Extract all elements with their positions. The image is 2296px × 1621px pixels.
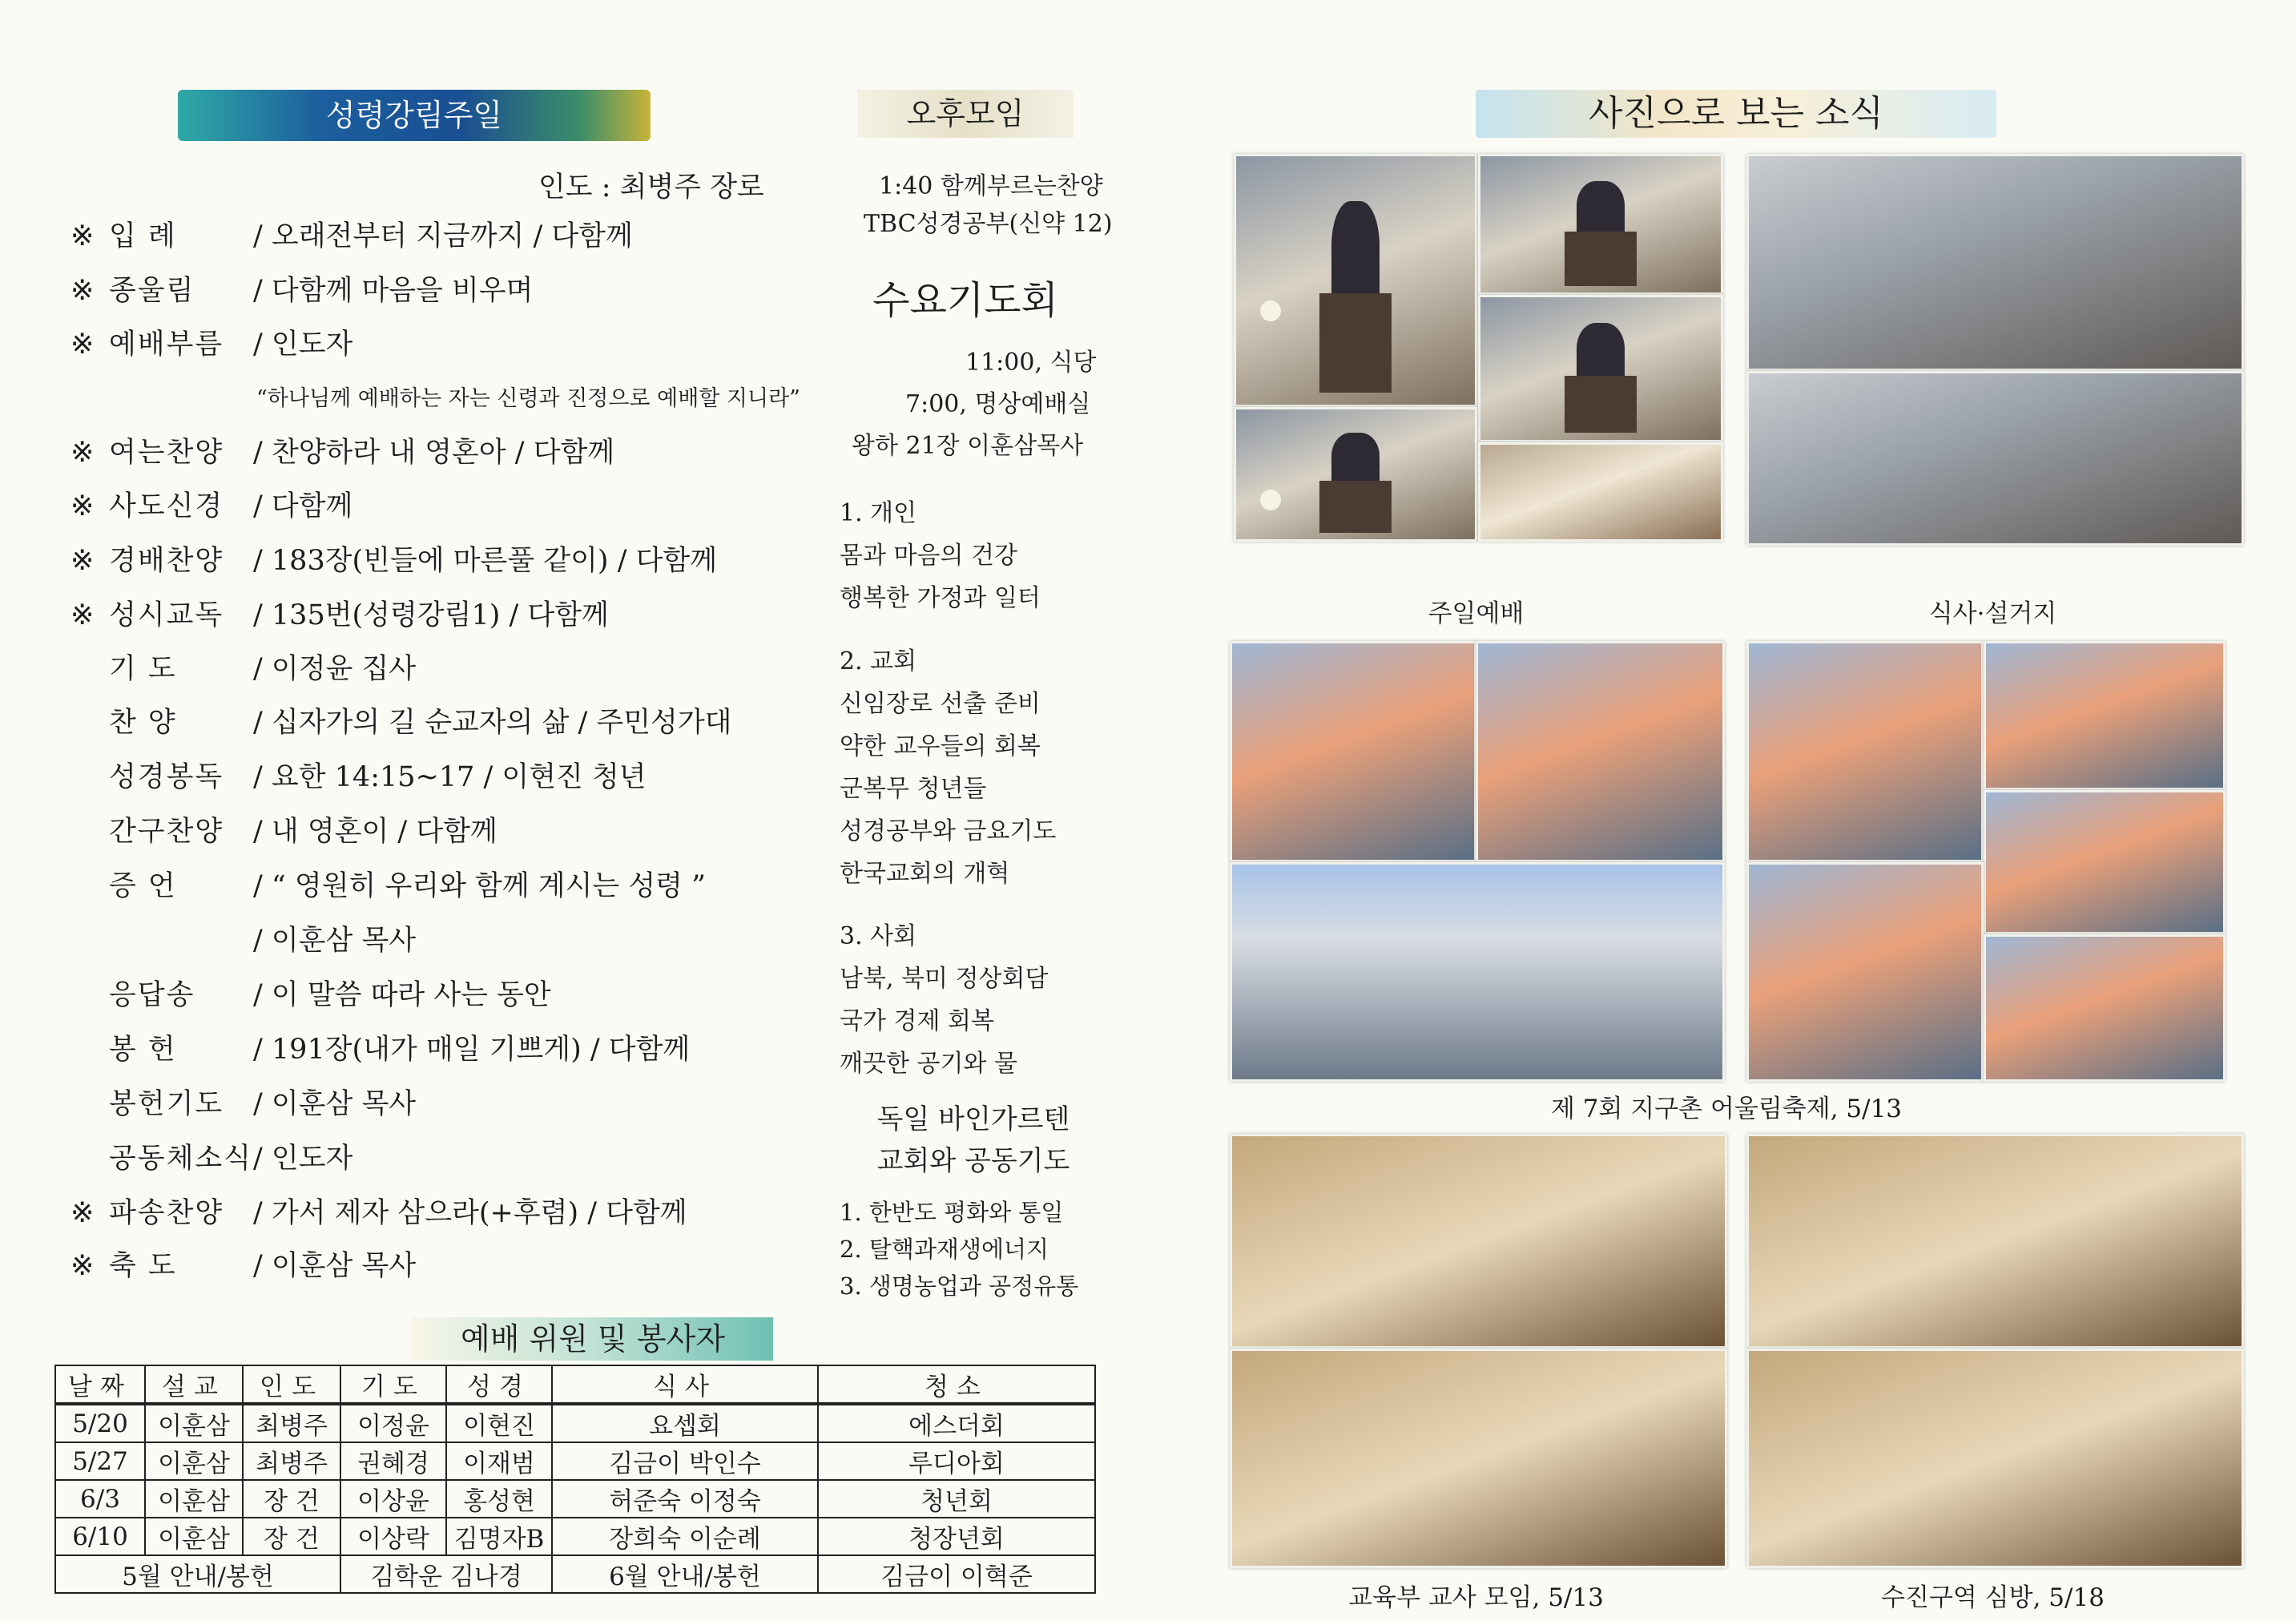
duty-cell: 이훈삼 bbox=[145, 1442, 243, 1480]
worship-order-row bbox=[70, 971, 551, 1019]
duty-footer-cell: 5월 안내/봉헌 bbox=[55, 1555, 340, 1593]
order-item-value: / 십자가의 길 순교자의 삶 / 주민성가대 bbox=[253, 707, 732, 739]
duty-cell: 5/27 bbox=[55, 1442, 145, 1480]
prayer-item: 국가 경제 회복 bbox=[840, 1007, 994, 1035]
required-mark: ※ bbox=[70, 329, 95, 361]
duty-title: 예배 위원 및 봉사자 bbox=[413, 1317, 773, 1361]
worship-order-row bbox=[70, 1242, 416, 1290]
wednesday-line: 7:00, 명상예배실 bbox=[905, 390, 1091, 418]
order-item-name: 여는찬양 bbox=[109, 437, 224, 469]
order-item-value: / 191장(내가 매일 기쁘게) / 다함께 bbox=[253, 1034, 691, 1066]
duty-cell: 최병주 bbox=[243, 1404, 340, 1442]
worship-title-banner bbox=[178, 90, 651, 141]
worship-order-row bbox=[70, 1189, 687, 1237]
duty-footer-cell: 6월 안내/봉헌 bbox=[552, 1555, 818, 1593]
order-item-name: 경배찬양 bbox=[109, 545, 224, 577]
order-item-value: / 이 말씀 따라 사는 동안 bbox=[253, 979, 551, 1011]
prayer-item: 몸과 마음의 건강 bbox=[840, 542, 1017, 570]
afternoon-title: 오후모임 bbox=[857, 90, 1073, 138]
duty-cell: 6/10 bbox=[55, 1518, 145, 1555]
worship-order-row bbox=[70, 212, 633, 260]
order-item-name: 공동체소식 bbox=[109, 1143, 253, 1175]
photo-caption: 주일예배 bbox=[1428, 599, 1525, 628]
duty-cell: 김금이 박인수 bbox=[552, 1442, 818, 1480]
required-mark: ※ bbox=[70, 1197, 95, 1229]
photo-caption: 제 7회 지구촌 어울림축제, 5/13 bbox=[1550, 1095, 1903, 1123]
order-item-name: 예배부름 bbox=[109, 329, 224, 361]
order-item-value: / 다함께 bbox=[253, 490, 353, 522]
prayer-item: 군복무 청년들 bbox=[840, 775, 987, 803]
order-item-name: 성경봉독 bbox=[109, 761, 224, 793]
photo-caption: 식사·설거지 bbox=[1928, 599, 2057, 628]
worship-order-row bbox=[70, 1135, 352, 1183]
required-mark: ※ bbox=[70, 437, 95, 469]
order-item-value: / 내 영혼이 / 다함께 bbox=[253, 816, 497, 848]
order-item-name: 봉헌기도 bbox=[109, 1088, 224, 1120]
order-item-value: / 183장(빈들에 마른풀 같이) / 다함께 bbox=[253, 545, 718, 577]
prayer-group-head: 1. 개인 bbox=[840, 499, 917, 527]
visit-photo bbox=[1746, 1134, 2244, 1349]
germany-title-1: 독일 바인가르텐 bbox=[876, 1103, 1070, 1135]
festival-photo bbox=[1476, 641, 1725, 862]
festival-photo bbox=[1230, 641, 1476, 862]
germany-title-2: 교회와 공동기도 bbox=[876, 1145, 1070, 1177]
order-item-name: 입 례 bbox=[109, 220, 177, 252]
prayer-item: 깨끗한 공기와 물 bbox=[840, 1050, 1017, 1078]
meeting-photo bbox=[1230, 1134, 1727, 1349]
duty-cell: 이훈삼 bbox=[145, 1480, 243, 1518]
duty-cell: 요셉회 bbox=[552, 1404, 818, 1442]
duty-cell: 이상락 bbox=[340, 1518, 446, 1555]
order-item-name: 사도신경 bbox=[109, 490, 224, 522]
choir-photo bbox=[1478, 442, 1723, 542]
worship-order-row bbox=[70, 591, 609, 639]
required-mark: ※ bbox=[70, 599, 95, 631]
required-mark: ※ bbox=[70, 1250, 95, 1282]
wednesday-line: 11:00, 식당 bbox=[965, 349, 1097, 377]
worship-order-row bbox=[70, 917, 416, 965]
worship-photo bbox=[1478, 295, 1723, 442]
worship-order-row bbox=[70, 808, 497, 856]
order-item-value: / 찬양하라 내 영혼아 / 다함께 bbox=[253, 437, 615, 469]
photos-title: 사진으로 보는 소식 bbox=[1476, 90, 1996, 138]
order-item-value: / 요한 14:15~17 / 이현진 청년 bbox=[253, 761, 647, 793]
worship-order-row bbox=[70, 321, 352, 369]
duty-cell: 권혜경 bbox=[340, 1442, 446, 1480]
worship-title: 성령강림주일 bbox=[325, 98, 503, 133]
worship-order-row bbox=[70, 1026, 690, 1074]
required-mark: ※ bbox=[70, 220, 95, 252]
order-item-name: 봉 헌 bbox=[109, 1034, 177, 1066]
duty-row bbox=[55, 1442, 1095, 1480]
duty-cell: 이현진 bbox=[446, 1404, 552, 1442]
duty-cell: 김명자B bbox=[446, 1518, 552, 1555]
order-item-value: / 이훈삼 목사 bbox=[253, 1250, 417, 1282]
photo-caption: 교육부 교사 모임, 5/13 bbox=[1348, 1583, 1604, 1612]
worship-leader: 인도 : 최병주 장로 bbox=[538, 171, 764, 204]
duty-header-cell: 기도 bbox=[340, 1365, 446, 1404]
prayer-group-head: 2. 교회 bbox=[840, 647, 917, 675]
duty-row bbox=[55, 1404, 1095, 1442]
order-item-value: / 가서 제자 삼으라(+후렴) / 다함께 bbox=[253, 1197, 687, 1229]
photo-caption: 수진구역 심방, 5/18 bbox=[1881, 1583, 2105, 1612]
worship-order-row bbox=[70, 1080, 416, 1128]
prayer-item: 행복한 가정과 일터 bbox=[840, 584, 1041, 612]
order-item-value: / 135번(성령강림1) / 다함께 bbox=[253, 599, 609, 631]
duty-footer-cell: 김학운 김나경 bbox=[340, 1555, 552, 1593]
order-item-value: / 인도자 bbox=[253, 329, 353, 361]
festival-photo bbox=[1230, 862, 1725, 1082]
duty-header-cell: 날짜 bbox=[55, 1365, 145, 1404]
duty-cell: 청장년회 bbox=[818, 1518, 1095, 1555]
order-item-name: 간구찬양 bbox=[109, 816, 224, 848]
festival-photo bbox=[1984, 641, 2226, 790]
visit-photo bbox=[1746, 1349, 2244, 1568]
germany-item: 3. 생명농업과 공정유통 bbox=[840, 1272, 1079, 1300]
festival-photo bbox=[1746, 641, 1984, 862]
duty-cell: 이정윤 bbox=[340, 1404, 446, 1442]
order-item-name: 응답송 bbox=[109, 979, 195, 1011]
order-item-name: 축 도 bbox=[109, 1250, 177, 1282]
duty-body bbox=[55, 1404, 1095, 1555]
worship-photo bbox=[1478, 154, 1723, 295]
required-mark: ※ bbox=[70, 490, 95, 522]
order-item-value: / 오래전부터 지금까지 / 다함께 bbox=[253, 220, 633, 252]
prayer-item: 남북, 북미 정상회담 bbox=[840, 965, 1049, 993]
order-item-value: / 인도자 bbox=[253, 1143, 353, 1175]
worship-order-row bbox=[70, 482, 352, 530]
required-mark: ※ bbox=[70, 275, 95, 307]
worship-photo bbox=[1234, 154, 1477, 407]
worship-order-row bbox=[70, 753, 647, 801]
duty-cell: 5/20 bbox=[55, 1404, 145, 1442]
kitchen-photo bbox=[1746, 154, 2244, 371]
duty-cell: 루디아회 bbox=[818, 1442, 1095, 1480]
required-mark: ※ bbox=[70, 545, 95, 577]
afternoon-line: TBC성경공부(신약 12) bbox=[864, 210, 1113, 238]
order-item-value: / 다함께 마음을 비우며 bbox=[253, 275, 534, 307]
duty-footer-row bbox=[55, 1555, 1095, 1593]
order-item-name: 성시교독 bbox=[109, 599, 224, 631]
duty-cell: 최병주 bbox=[243, 1442, 340, 1480]
festival-photo bbox=[1984, 934, 2226, 1082]
duty-cell: 이상윤 bbox=[340, 1480, 446, 1518]
duty-table bbox=[54, 1365, 1096, 1594]
order-item-name: 증 언 bbox=[109, 870, 177, 902]
duty-cell: 장희숙 이순례 bbox=[552, 1518, 818, 1555]
germany-item: 2. 탈핵과재생에너지 bbox=[840, 1236, 1049, 1263]
order-item-name: 찬 양 bbox=[109, 707, 177, 739]
duty-cell: 청년회 bbox=[818, 1480, 1095, 1518]
duty-cell: 홍성현 bbox=[446, 1480, 552, 1518]
prayer-item: 한국교회의 개혁 bbox=[840, 860, 1010, 888]
prayer-item: 약한 교우들의 회복 bbox=[840, 732, 1041, 760]
festival-photo bbox=[1746, 862, 1984, 1082]
kitchen-photo bbox=[1746, 371, 2244, 546]
duty-footer-cell: 김금이 이혁준 bbox=[818, 1555, 1095, 1593]
wednesday-title: 수요기도회 bbox=[872, 278, 1058, 323]
worship-order-row bbox=[70, 537, 717, 585]
duty-row bbox=[55, 1518, 1095, 1555]
worship-order-row bbox=[70, 429, 614, 477]
duty-cell: 이훈삼 bbox=[145, 1518, 243, 1555]
afternoon-line: 1:40 함께부르는찬양 bbox=[879, 172, 1103, 200]
order-item-value: / 이훈삼 목사 bbox=[253, 1088, 417, 1120]
duty-cell: 이재범 bbox=[446, 1442, 552, 1480]
worship-order-row bbox=[70, 645, 416, 693]
duty-cell: 에스더회 bbox=[818, 1404, 1095, 1442]
duty-header-cell: 청소 bbox=[818, 1365, 1095, 1404]
prayer-item: 성경공부와 금요기도 bbox=[840, 817, 1057, 845]
order-item-name: 기 도 bbox=[109, 653, 177, 685]
worship-photo bbox=[1234, 407, 1477, 542]
prayer-item: 신임장로 선출 준비 bbox=[840, 690, 1041, 718]
prayer-group-head: 3. 사회 bbox=[840, 922, 917, 950]
worship-order-row bbox=[70, 862, 706, 910]
germany-item: 1. 한반도 평화와 통일 bbox=[840, 1199, 1064, 1226]
duty-header-cell: 설교 bbox=[145, 1365, 243, 1404]
duty-cell: 장 건 bbox=[243, 1518, 340, 1555]
duty-header-cell: 인도 bbox=[243, 1365, 340, 1404]
duty-header-cell: 성경 bbox=[446, 1365, 552, 1404]
duty-row bbox=[55, 1480, 1095, 1518]
worship-order-row bbox=[70, 267, 533, 315]
meeting-photo bbox=[1230, 1349, 1727, 1568]
order-item-name: 파송찬양 bbox=[109, 1197, 224, 1229]
worship-quote: “하나님께 예배하는 자는 신령과 진정으로 예배할 지니라” bbox=[256, 386, 800, 411]
order-item-value: / “ 영원히 우리와 함께 계시는 성령 ” bbox=[253, 870, 706, 902]
duty-header-cell: 식사 bbox=[552, 1365, 818, 1404]
order-item-value: / 이정윤 집사 bbox=[253, 653, 417, 685]
festival-photo bbox=[1984, 790, 2226, 934]
duty-cell: 장 건 bbox=[243, 1480, 340, 1518]
order-item-value: / 이훈삼 목사 bbox=[253, 925, 417, 957]
wednesday-line: 왕하 21장 이훈삼목사 bbox=[852, 432, 1084, 460]
duty-header-row bbox=[55, 1365, 1095, 1404]
worship-order-row bbox=[70, 699, 732, 747]
duty-cell: 6/3 bbox=[55, 1480, 145, 1518]
order-item-name: 종울림 bbox=[109, 275, 195, 307]
duty-cell: 허준숙 이정숙 bbox=[552, 1480, 818, 1518]
duty-cell: 이훈삼 bbox=[145, 1404, 243, 1442]
